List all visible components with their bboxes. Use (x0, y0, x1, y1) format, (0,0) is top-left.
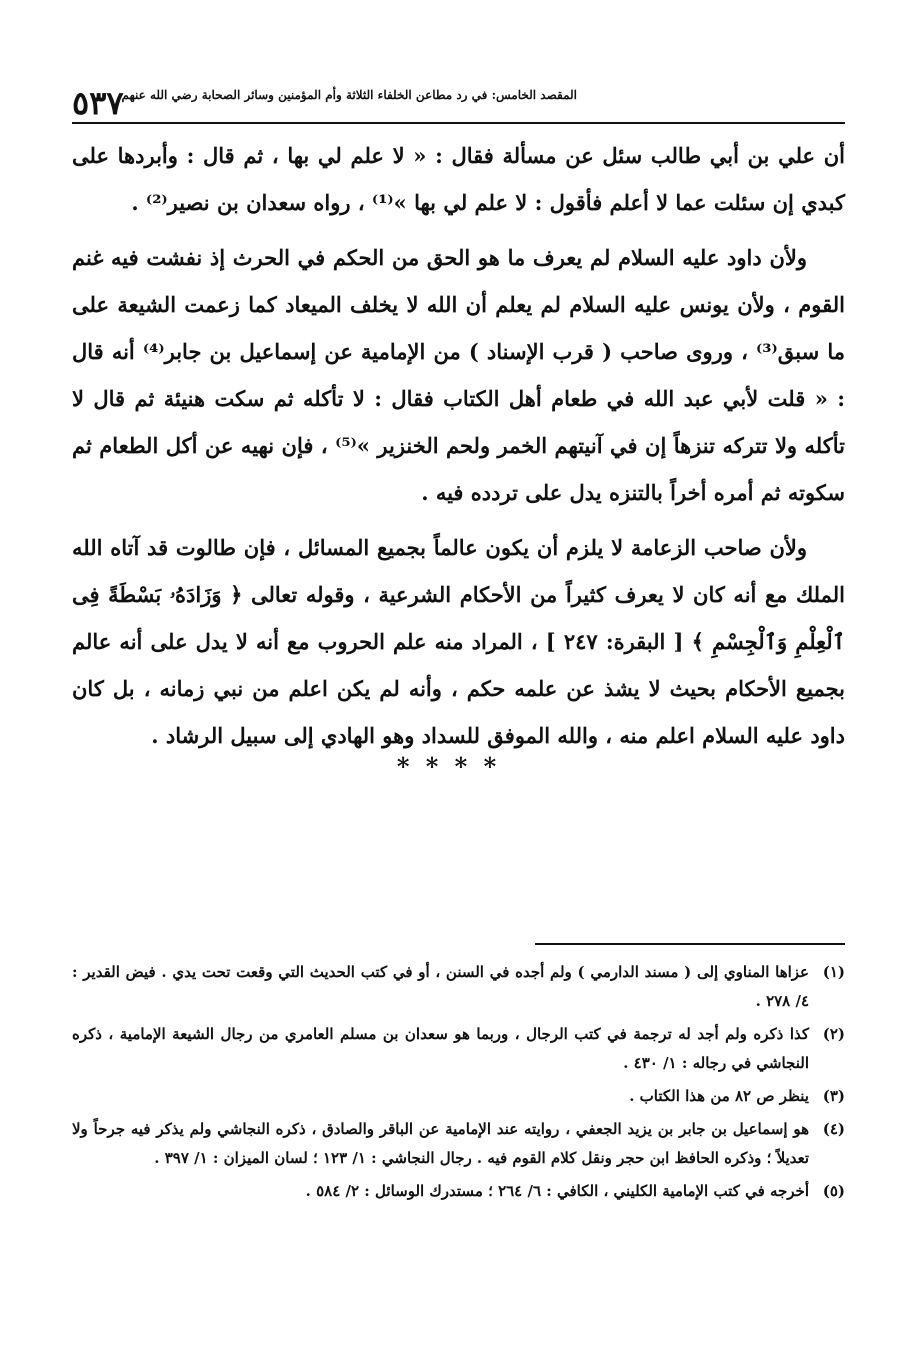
footnote-4 (72, 1115, 845, 1173)
footnote-2 (72, 1020, 845, 1078)
footnote-text: كذا ذكره ولم أجد له ترجمة في كتب الرجال ، وربما هو سعدان بن مسلم العامري من رجال الشيعة الإمامية ، ذكره النجاشي في رجاله : ١/ ٤٣٠ . (72, 1025, 809, 1072)
footnote-number: (٥) (822, 1182, 845, 1200)
footnotes (72, 958, 845, 1210)
footnote-number: (٤) (822, 1120, 845, 1138)
paragraph-1: أن علي بن أبي طالب سئل عن مسألة فقال : « لا علم لي بها ، ثم قال : وأبردها على كبدي إن سئلت عما لا أعلم فأقول : لا علم لي بها »⁽¹⁾ ، رواه سعدان بن نصير⁽²⁾ . (72, 143, 845, 215)
running-head: المقصد الخامس: في رد مطاعن الخلفاء الثلاثة وأم المؤمنين وسائر الصحابة رضي الله عنهم (121, 88, 577, 102)
footnote-1 (72, 958, 845, 1016)
paragraph-2: ولأن داود عليه السلام لم يعرف ما هو الحق من الحكم في الحرث إذ نفشت فيه غنم القوم ، ولأن يونس عليه السلام لم يعلم أن الله لا يخلف الميعاد كما زعمت الشيعة على ما سبق⁽³⁾ ، وروى صاحب ( قرب الإسناد ) من الإمامية عن إسماعيل بن جابر⁽⁴⁾ أنه قال : « قلت لأبي عبد الله في طعام أهل الكتاب فقال : لا تأكله ثم سكت هنيئة ثم قال لا تأكله ولا تتركه تنزهاً إن في آنيتهم الخمر ولحم الخنزير »⁽⁵⁾ ، فإن نهيه عن أكل الطعام ثم سكوته ثم أمره أخراً بالتنزه يدل على تردده فيه . (72, 245, 845, 505)
footnote-text: هو إسماعيل بن جابر بن يزيد الجعفي ، روايته عند الإمامية عن الباقر والصادق ، ذكره النجاشي ولم يذكر فيه جرحاً ولا تعديلاً ؛ وذكره الحافظ ابن حجر ونقل كلام القوم فيه . رجال النجاشي : ١/ ١٢٣ ؛ لسان الميزان : ١/ ٣٩٧ . (72, 1120, 809, 1167)
paragraph-3: ولأن صاحب الزعامة لا يلزم أن يكون عالماً بجميع المسائل ، فإن طالوت قد آتاه الله الملك مع أنه كان لا يعرف كثيراً من الأحكام الشرعية ، وقوله تعالى ﴿ وَزَادَهُۥ بَسْطَةً فِى ٱلْعِلْمِ وَٱلْجِسْمِ ﴾ [ البقرة: ٢٤٧ ] ، المراد منه علم الحروب مع أنه لا يدل على أنه عالم بجميع الأحكام بحيث لا يشذ عن علمه حكم ، وأنه لم يكن اعلم من نبي زمانه ، بل كان داود عليه السلام اعلم منه ، والله الموفق للسداد وهو الهادي إلى سبيل الرشاد . (72, 535, 846, 748)
footnote-number: (١) (822, 963, 845, 981)
footnote-5 (72, 1177, 845, 1206)
footnote-rule (535, 943, 845, 945)
footnote-3 (72, 1082, 845, 1111)
footnote-text: ينظر ص ٨٢ من هذا الكتاب . (629, 1087, 809, 1105)
footnote-number: (٢) (822, 1025, 845, 1043)
footnote-text: عزاها المناوي إلى ( مسند الدارمي ) ولم أجده في السنن ، أو في كتب الحديث التي وقعت تحت يدي . فيض القدير : ٤/ ٢٧٨ . (72, 963, 809, 1010)
header-rule (72, 122, 845, 124)
page-number: ٥٣٧ (72, 84, 124, 122)
main-text (72, 132, 845, 759)
footnote-text: أخرجه في كتب الإمامية الكليني ، الكافي : ٦/ ٢٦٤ ؛ مستدرك الوسائل : ٢/ ٥٨٤ . (305, 1182, 809, 1200)
footnote-number: (٣) (822, 1087, 845, 1105)
section-separator: * * * * (396, 752, 501, 781)
